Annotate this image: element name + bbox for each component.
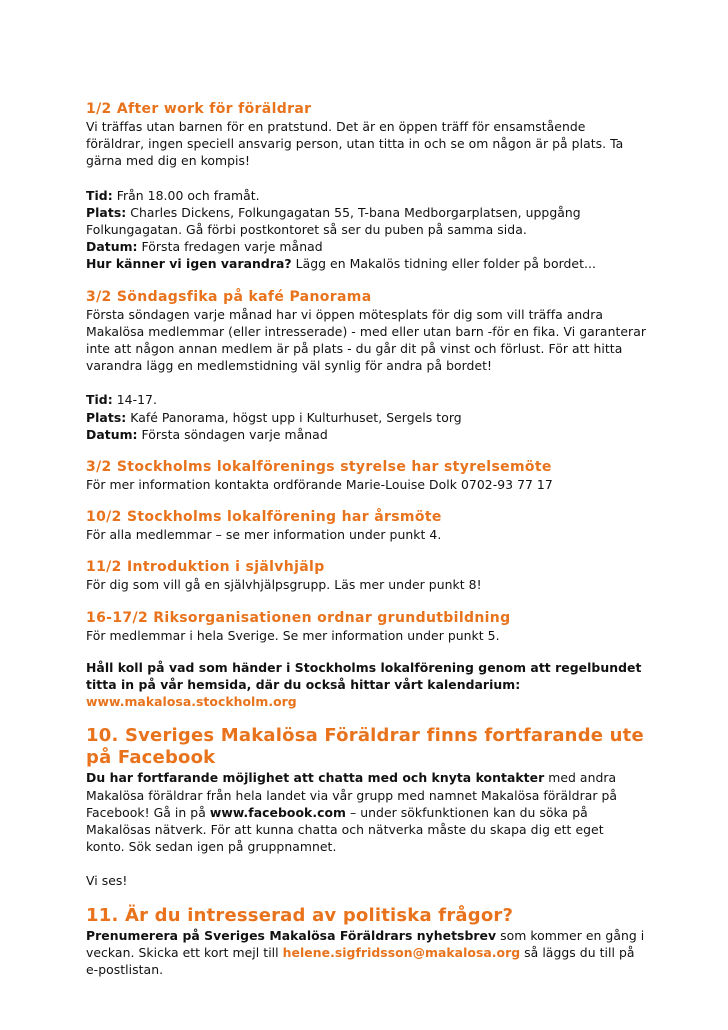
facebook-link[interactable]: www.facebook.com <box>209 804 347 820</box>
section-heading: 1/2 After work för föräldrar <box>86 101 312 117</box>
section-heading-large: 10. Sveriges Makalösa Föräldrar finns fortfarande ute på Facebook <box>86 725 644 769</box>
document-page <box>86 100 646 993</box>
section-politik <box>86 905 646 979</box>
section-styrelsemote <box>86 458 646 493</box>
detail-time: Tid: 14-17. <box>86 392 157 408</box>
detail-place: Plats: Charles Dickens, Folkungagatan 55, T-bana Medborgarplatsen, uppgång Folkungagatan. Gå förbi postkontoret så ser du puben på samma sida. <box>86 204 581 238</box>
section-text: För dig som vill gå en självhjälpsgrupp. Läs mer under punkt 8! <box>86 577 482 593</box>
section-sondagsfika <box>86 288 646 443</box>
section-heading: 16-17/2 Riksorganisationen ordnar grundutbildning <box>86 609 511 626</box>
section-text: Du har fortfarande möjlighet att chatta med och knyta kontakter med andra Makalösa föräldrar från hela landet via vår grupp med namnet Makalösa föräldrar på Facebook! Gå in på www.facebook.com – under sökfunktionen kan du söka på Makalösas nätverk. För att kunna chatta och nätverka måste du skapa dig ett eget konto. Sök sedan igen på gruppnamnet. <box>86 770 618 855</box>
closing-text: Vi ses! <box>86 873 128 889</box>
section-arsmote <box>86 508 646 543</box>
email-link[interactable]: helene.sigfridsson@makalosa.org <box>282 944 521 960</box>
section-grundutbildning <box>86 609 646 644</box>
detail-date: Datum: Första söndagen varje månad <box>86 426 328 442</box>
section-intro: Vi träffas utan barnen för en pratstund. Det är en öppen träff för ensamstående föräldrar, ingen speciell ansvarig person, utan titta in och se om någon är på plats. Ta gärna med dig en kompis! <box>86 119 624 169</box>
section-text: Prenumerera på Sveriges Makalösa Föräldrars nyhetsbrev som kommer en gång i veckan. Skicka ett kort mejl till helene.sigfridsson@makalosa.org så läggs du till på e-postlistan. <box>86 927 645 978</box>
section-heading: 3/2 Stockholms lokalförenings styrelse har styrelsemöte <box>86 459 552 476</box>
section-heading-large: 11. Är du intresserad av politiska frågor? <box>86 904 514 926</box>
website-link[interactable]: www.makalosa.stockholm.org <box>86 694 297 710</box>
section-text: För mer information kontakta ordförande Marie-Louise Dolk 0702-93 77 17 <box>86 477 553 493</box>
section-intro: Första söndagen varje månad har vi öppen mötesplats för dig som vill träffa andra Makalösa medlemmar (eller intresserade) - med eller utan barn -för en fika. Vi garanterar inte att någon annan medlem är på plats - du går dit på vinst och förlust. För att hitta varandra lägg en medlemstidning väl synlig för andra på bordet! <box>86 306 646 374</box>
section-text: Håll koll på vad som händer i Stockholms lokalförening genom att regelbundet titta in på vår hemsida, där du också hittar vårt kalendarium: www.makalosa.stockholm.org <box>86 659 642 710</box>
section-heading: 10/2 Stockholms lokalförening har årsmöte <box>86 509 442 526</box>
section-sjalvhjalp <box>86 558 646 593</box>
detail-date: Datum: Första fredagen varje månad <box>86 239 323 255</box>
section-hemsida <box>86 659 646 711</box>
section-text: För alla medlemmar – se mer information under punkt 4. <box>86 527 442 543</box>
section-heading: 11/2 Introduktion i självhjälp <box>86 559 325 576</box>
section-facebook <box>86 725 646 889</box>
section-text: För medlemmar i hela Sverige. Se mer information under punkt 5. <box>86 627 500 643</box>
detail-place: Plats: Kafé Panorama, högst upp i Kulturhuset, Sergels torg <box>86 409 462 425</box>
detail-recognize: Hur känner vi igen varandra? Lägg en Makalös tidning eller folder på bordet... <box>86 256 596 272</box>
detail-time: Tid: Från 18.00 och framåt. <box>86 187 260 203</box>
section-heading: 3/2 Söndagsfika på kafé Panorama <box>86 288 372 305</box>
section-after-work <box>86 100 646 273</box>
